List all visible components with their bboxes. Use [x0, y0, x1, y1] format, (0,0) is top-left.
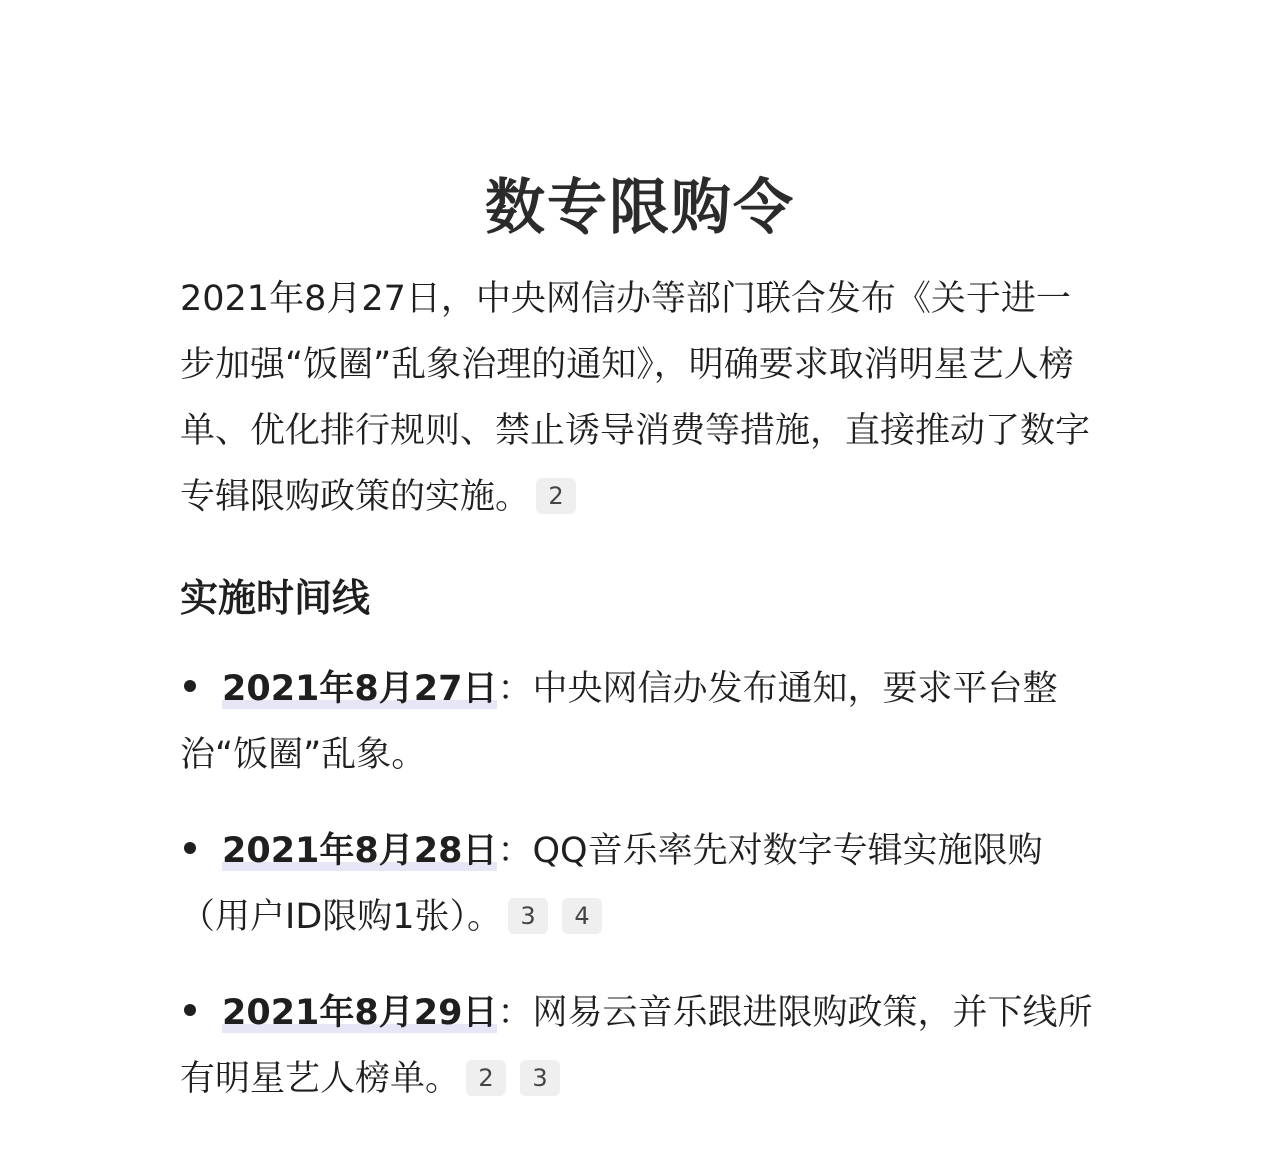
timeline-text: QQ音乐率先对数字专辑实施限购（用户ID限购1张）。	[180, 831, 1043, 937]
timeline-date: 2021年8月29日	[222, 993, 498, 1033]
bullet-icon	[184, 842, 196, 854]
timeline-separator: ：	[497, 831, 533, 871]
citation-badge[interactable]: 2	[466, 1060, 506, 1096]
timeline-date: 2021年8月27日	[222, 669, 498, 709]
document-page	[180, 168, 1110, 1142]
page-title: 数专限购令	[485, 173, 795, 243]
timeline-item	[180, 656, 1110, 788]
bullet-icon	[184, 680, 196, 692]
bullet-icon	[184, 1004, 196, 1016]
timeline-date: 2021年8月28日	[222, 831, 498, 871]
timeline-text: 中央网信办发布通知，要求平台整治“饭圈”乱象。	[180, 669, 1058, 775]
citation-badge[interactable]: 3	[520, 1060, 560, 1096]
intro-paragraph	[180, 266, 1100, 530]
timeline-item	[180, 980, 1110, 1112]
citation-badge[interactable]: 3	[508, 898, 548, 934]
timeline-text: 网易云音乐跟进限购政策，并下线所有明星艺人榜单。	[180, 993, 1093, 1099]
intro-text: 2021年8月27日，中央网信办等部门联合发布《关于进一步加强“饭圈”乱象治理的通知》，明确要求取消明星艺人榜单、优化排行规则、禁止诱导消费等措施，直接推动了数字专辑限购政策的实施。	[180, 279, 1091, 517]
timeline-list	[180, 656, 1110, 1112]
citation-badge[interactable]: 2	[536, 478, 576, 514]
citation-badge[interactable]: 4	[562, 898, 602, 934]
timeline-separator: ：	[497, 669, 533, 709]
timeline-item	[180, 818, 1110, 950]
section-title: 实施时间线	[180, 576, 371, 620]
timeline-separator: ：	[497, 993, 533, 1033]
